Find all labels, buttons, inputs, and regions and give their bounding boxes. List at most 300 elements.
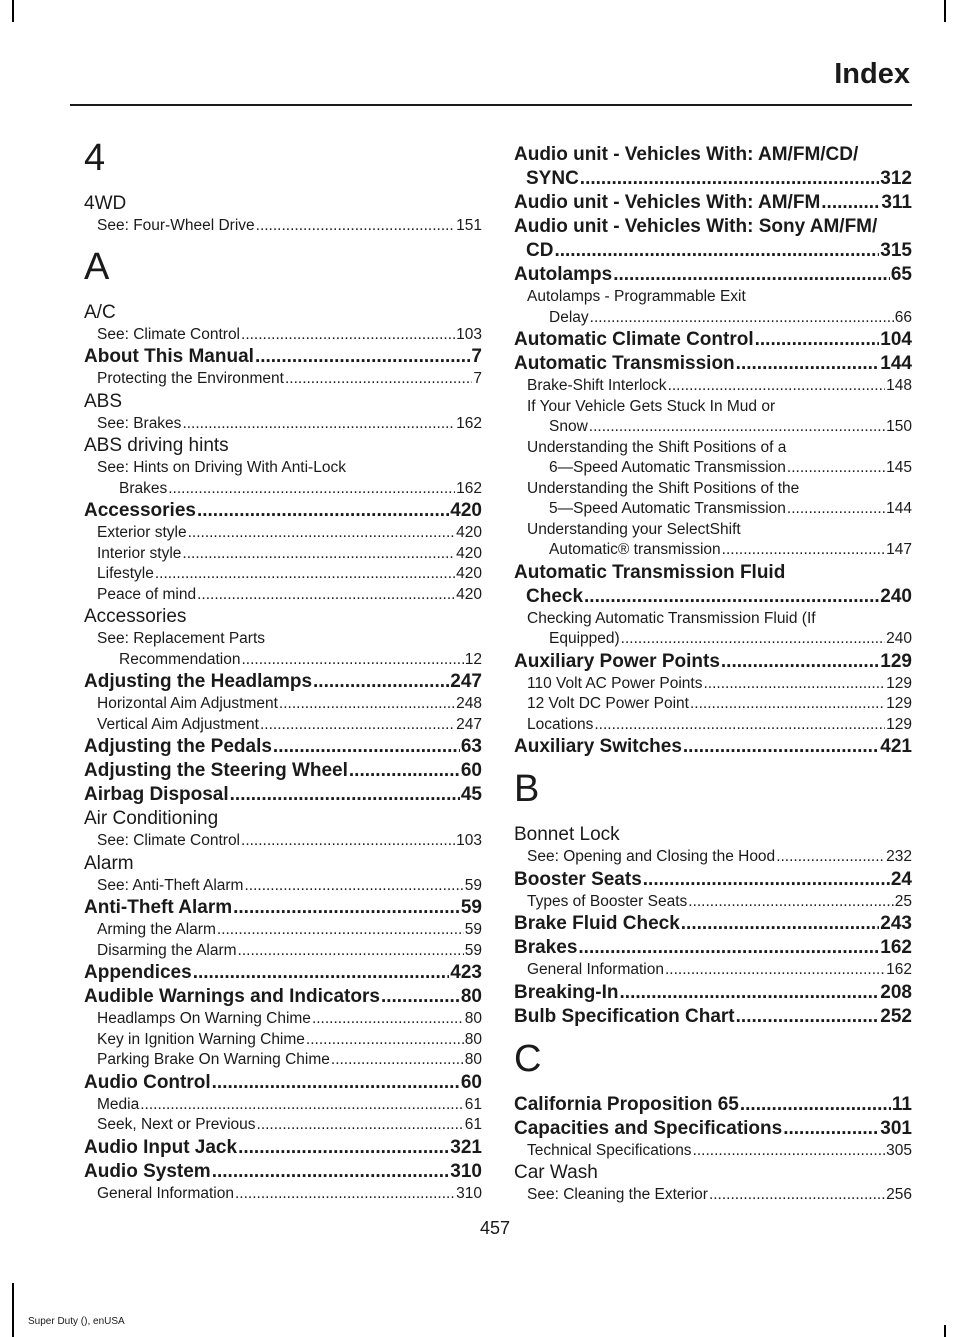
- crop-mark-bottom-right: [944, 1325, 946, 1337]
- index-entry: [514, 868, 912, 892]
- index-entry: [514, 823, 912, 847]
- index-subentry-text: Parking Brake On Warning Chime: [97, 1051, 330, 1068]
- index-subentry: [514, 438, 912, 479]
- index-entry: [84, 192, 482, 216]
- page-number: 457: [479, 1218, 511, 1238]
- index-subentry-row: [549, 458, 912, 479]
- index-entry-row: [84, 1160, 482, 1184]
- index-subentry: [514, 376, 912, 397]
- index-entry: [84, 735, 482, 759]
- index-subentry-row: [119, 479, 482, 500]
- dot-leader: [554, 239, 879, 263]
- index-subentry-line1: Autolamps - Programmable Exit: [527, 288, 746, 305]
- index-entry: [84, 301, 482, 325]
- index-entry-page: 59: [460, 897, 482, 918]
- index-entry: [514, 981, 912, 1005]
- index-entry-page: 45: [460, 784, 482, 805]
- index-subentry-text: 110 Volt AC Power Points: [527, 674, 703, 692]
- index-entry: [514, 650, 912, 674]
- index-entry: [84, 1136, 482, 1160]
- index-entry: [514, 191, 912, 215]
- index-subentry-continuation: [527, 629, 912, 650]
- index-subentry-page: 129: [886, 674, 912, 692]
- index-subentry-page: 7: [473, 370, 482, 387]
- dot-leader: [241, 831, 455, 852]
- index-entry-row: [84, 1136, 482, 1160]
- index-entry: [84, 852, 482, 876]
- index-subentry: [514, 609, 912, 650]
- index-subentry-page: 420: [456, 585, 482, 603]
- index-subentry-page: 162: [886, 961, 912, 978]
- index-entry-text: Check: [526, 585, 584, 607]
- index-entry-page: 311: [881, 192, 912, 213]
- index-entry-row: [84, 985, 482, 1009]
- index-entry: [84, 985, 482, 1009]
- dot-leader: [155, 564, 455, 585]
- index-entry-text: A/C: [84, 301, 116, 323]
- index-entry-text: Audio unit - Vehicles With: AM/FM: [514, 192, 821, 213]
- index-subentry: [514, 397, 912, 438]
- index-subentry: [84, 1030, 482, 1051]
- index-subentry-continuation: [527, 458, 912, 479]
- index-entry-continuation: [514, 585, 912, 609]
- index-subentry-continuation: [527, 540, 912, 561]
- dot-leader: [255, 345, 470, 369]
- index-subentry: [514, 1185, 912, 1206]
- index-entry-page: 420: [450, 500, 482, 521]
- index-subentry-page: 420: [456, 524, 482, 541]
- index-subentry-page: 59: [464, 876, 482, 894]
- index-subentry-line1: If Your Vehicle Gets Stuck In Mud or: [527, 397, 776, 415]
- index-subentry-text: Disarming the Alarm: [97, 941, 237, 959]
- index-subentry: [84, 369, 482, 390]
- index-subentry-text: Automatic® transmission: [549, 541, 721, 558]
- index-subentry: [514, 1141, 912, 1162]
- index-entry-text: 4WD: [84, 193, 127, 214]
- dot-leader: [787, 499, 885, 520]
- index-subentry-page: 248: [456, 695, 482, 712]
- index-subentry: [84, 876, 482, 897]
- index-subentry-row: [97, 1009, 482, 1030]
- index-entry: [514, 1093, 912, 1117]
- dot-leader: [241, 650, 463, 671]
- index-entry-page: 312: [880, 168, 912, 189]
- crop-mark-top-right: [944, 0, 946, 22]
- index-subentry-page: 162: [456, 479, 482, 497]
- dot-leader: [584, 585, 879, 609]
- index-subentry-text: Headlamps On Warning Chime: [97, 1010, 311, 1027]
- index-entry-line1: Audio unit - Vehicles With: Sony AM/FM/: [514, 216, 878, 237]
- index-subentry-page: 129: [886, 695, 912, 712]
- index-subentry-row: [527, 960, 912, 981]
- index-entry-row: [526, 239, 912, 263]
- index-subentry-text: Seek, Next or Previous: [97, 1116, 256, 1133]
- index-subentry-row: [527, 847, 912, 868]
- index-subentry-text: Lifestyle: [97, 565, 154, 582]
- dot-leader: [787, 458, 885, 479]
- dot-leader: [182, 544, 455, 565]
- index-entry-row: [514, 1117, 912, 1141]
- index-entry-text: Audio System: [84, 1160, 211, 1182]
- index-entry-text: SYNC: [526, 168, 579, 189]
- index-entry: [84, 390, 482, 414]
- index-entry: [514, 1161, 912, 1185]
- index-entry-line1: Audio unit - Vehicles With: AM/FM/CD/: [514, 144, 859, 165]
- index-subentry-row: [97, 325, 482, 346]
- index-subentry-page: 256: [886, 1186, 912, 1203]
- index-subentry-row: [97, 564, 482, 585]
- index-subentry: [84, 325, 482, 346]
- index-subentry: [84, 694, 482, 715]
- dot-leader: [589, 417, 885, 438]
- index-entry-text: Booster Seats: [514, 868, 642, 890]
- index-entry: [514, 328, 912, 352]
- dot-leader: [244, 876, 463, 897]
- index-subentry: [84, 831, 482, 852]
- index-entry: [84, 434, 482, 458]
- dot-leader: [306, 1030, 464, 1051]
- index-entry-text: Breaking-In: [514, 981, 619, 1003]
- index-entry-row: [514, 981, 912, 1005]
- dot-leader: [285, 369, 472, 390]
- index-entry-row: [514, 823, 912, 847]
- index-subentry-page: 12: [464, 650, 482, 668]
- index-entry-page: 60: [460, 760, 482, 781]
- index-subentry-text: See: Anti-Theft Alarm: [97, 876, 244, 894]
- dot-leader: [313, 670, 449, 694]
- index-subentry-page: 59: [464, 921, 482, 938]
- index-entry-page: 80: [460, 986, 482, 1007]
- index-entry-text: Brakes: [514, 937, 578, 958]
- dot-leader: [212, 1160, 450, 1184]
- index-subentry-row: [97, 216, 482, 237]
- index-entry-row: [84, 852, 482, 876]
- index-subentry-page: 247: [456, 715, 482, 733]
- dot-leader: [821, 191, 880, 215]
- index-entry: [84, 1160, 482, 1184]
- index-subentry-line1: Checking Automatic Transmission Fluid (If: [527, 609, 816, 627]
- index-entry: [514, 263, 912, 287]
- index-subentry-page: 103: [456, 325, 482, 343]
- index-entry-page: 129: [880, 650, 912, 672]
- index-subentry-page: 80: [464, 1051, 482, 1068]
- index-entry-row: [514, 1093, 912, 1117]
- index-entry: [84, 345, 482, 369]
- index-subentry-page: 232: [886, 848, 912, 865]
- index-subentry: [514, 520, 912, 561]
- section-letter: C: [514, 1037, 542, 1080]
- dot-leader: [260, 715, 455, 736]
- index-entry: [514, 912, 912, 936]
- index-entry-page: 104: [880, 329, 912, 350]
- index-subentry-line1: Understanding the Shift Positions of the: [527, 479, 800, 497]
- index-subentry-page: 144: [886, 500, 912, 517]
- index-entry-text: Adjusting the Steering Wheel: [84, 760, 348, 781]
- dot-leader: [783, 1117, 879, 1141]
- index-subentry-text: Brakes: [119, 479, 168, 497]
- index-subentry-row: [97, 694, 482, 715]
- index-subentry: [514, 694, 912, 715]
- index-entry-continuation: [514, 167, 912, 191]
- index-entry-page: 60: [460, 1071, 482, 1093]
- index-entry-row: [84, 783, 482, 807]
- index-entry-text: Auxiliary Switches: [514, 736, 682, 757]
- index-subentry: [514, 847, 912, 868]
- crop-mark-top-left: [12, 0, 14, 22]
- index-entry-text: Car Wash: [514, 1162, 598, 1183]
- dot-leader: [668, 376, 886, 397]
- index-entry-text: California Proposition 65: [514, 1093, 739, 1115]
- index-entry: [84, 807, 482, 831]
- index-subentry-row: [549, 308, 912, 329]
- index-subentry-row: [97, 1050, 482, 1071]
- dot-leader: [613, 263, 890, 287]
- dot-leader: [256, 216, 455, 237]
- index-subentry-page: 150: [886, 418, 912, 435]
- dot-leader: [690, 694, 885, 715]
- index-entry-row: [514, 868, 912, 892]
- index-subentry: [84, 920, 482, 941]
- index-entry: [84, 670, 482, 694]
- dot-leader: [241, 325, 455, 346]
- index-subentry: [514, 715, 912, 736]
- index-subentry: [84, 629, 482, 670]
- index-entry-row: [84, 670, 482, 694]
- index-subentry-text: Equipped): [549, 630, 620, 647]
- dot-leader: [621, 629, 885, 650]
- index-subentry-row: [527, 892, 912, 913]
- index-entry: [514, 1117, 912, 1141]
- dot-leader: [721, 650, 879, 674]
- index-subentry-text: Snow: [549, 418, 588, 435]
- index-subentry: [514, 479, 912, 520]
- index-entry: [84, 896, 482, 920]
- index-entry-text: Automatic Climate Control: [514, 329, 754, 350]
- index-subentry-page: 66: [894, 308, 912, 326]
- index-entry-page: 423: [450, 962, 482, 983]
- index-entry: [84, 759, 482, 783]
- index-subentry-text: Horizontal Aim Adjustment: [97, 695, 278, 712]
- index-subentry: [84, 414, 482, 435]
- dot-leader: [620, 981, 880, 1005]
- index-subentry: [514, 287, 912, 328]
- index-subentry-row: [549, 417, 912, 438]
- index-subentry: [514, 960, 912, 981]
- index-subentry-page: 162: [456, 414, 482, 432]
- index-subentry-text: Locations: [527, 715, 594, 733]
- index-entry-page: 310: [450, 1160, 482, 1182]
- page-title: Index: [834, 58, 910, 90]
- dot-leader: [273, 735, 460, 759]
- index-entry-row: [84, 434, 482, 458]
- index-subentry-text: Brake-Shift Interlock: [527, 377, 667, 394]
- index-subentry-row: [97, 831, 482, 852]
- index-subentry-line1: See: Replacement Parts: [97, 630, 266, 647]
- index-subentry-row: [527, 715, 912, 736]
- index-subentry-text: See: Opening and Closing the Hood: [527, 848, 776, 865]
- index-entry-page: 208: [880, 981, 912, 1003]
- index-subentry: [84, 216, 482, 237]
- index-subentry-row: [119, 650, 482, 671]
- index-entry-text: Automatic Transmission: [514, 353, 735, 374]
- index-entry-page: 162: [880, 937, 912, 958]
- index-entry-text: Air Conditioning: [84, 808, 219, 829]
- dot-leader: [193, 961, 450, 985]
- index-subentry-row: [527, 376, 912, 397]
- index-column-left: [84, 128, 482, 1204]
- index-entry-row: [84, 735, 482, 759]
- index-entry-row: [84, 1071, 482, 1095]
- index-entry-row: [84, 961, 482, 985]
- dot-leader: [238, 1136, 449, 1160]
- index-subentry-page: 420: [456, 544, 482, 562]
- index-entry: [514, 1005, 912, 1029]
- dot-leader: [736, 352, 880, 376]
- section-letter: 4: [84, 137, 106, 179]
- index-subentry-text: Exterior style: [97, 524, 187, 541]
- index-entry-text: ABS: [84, 390, 123, 412]
- index-entry-text: Anti-Theft Alarm: [84, 897, 233, 918]
- index-subentry-row: [97, 414, 482, 435]
- index-subentry-page: 80: [464, 1010, 482, 1027]
- index-entry-row: [84, 499, 482, 523]
- header-rule: [70, 104, 912, 106]
- index-subentry-text: General Information: [527, 961, 664, 978]
- index-subentry-row: [97, 876, 482, 897]
- index-subentry: [84, 458, 482, 499]
- index-entry-text: Capacities and Specifications: [514, 1117, 783, 1139]
- index-entry-text: Audible Warnings and Indicators: [84, 986, 380, 1007]
- index-subentry-line1: Understanding your SelectShift: [527, 520, 741, 538]
- dot-leader: [230, 783, 460, 807]
- index-entry-page: 301: [880, 1117, 912, 1139]
- dot-leader: [688, 892, 893, 913]
- index-subentry-text: Media: [97, 1095, 140, 1113]
- dot-leader: [235, 1184, 455, 1205]
- index-entry-text: CD: [526, 240, 554, 261]
- dot-leader: [312, 1009, 464, 1030]
- index-subentry: [514, 674, 912, 695]
- index-subentry-text: Protecting the Environment: [97, 370, 284, 387]
- index-entry: [84, 499, 482, 523]
- dot-leader: [233, 896, 460, 920]
- index-subentry-text: See: Cleaning the Exterior: [527, 1186, 708, 1203]
- index-subentry-row: [527, 1185, 912, 1206]
- section-letter: B: [514, 768, 540, 810]
- dot-leader: [168, 479, 455, 500]
- index-entry-text: Alarm: [84, 852, 134, 874]
- index-entry-row: [514, 263, 912, 287]
- index-entry-page: 315: [880, 240, 912, 261]
- index-subentry-text: See: Brakes: [97, 414, 182, 432]
- index-entry-text: Airbag Disposal: [84, 784, 229, 805]
- index-entry-row: [84, 345, 482, 369]
- index-subentry-page: 420: [456, 565, 482, 582]
- index-subentry-text: Types of Booster Seats: [527, 892, 688, 910]
- index-subentry-row: [97, 941, 482, 962]
- index-subentry-row: [97, 1030, 482, 1051]
- index-subentry-row: [549, 540, 912, 561]
- index-entry-text: Appendices: [84, 962, 192, 983]
- index-subentry-text: Recommendation: [119, 650, 241, 668]
- index-entry-page: 63: [460, 736, 482, 757]
- dot-leader: [740, 1093, 891, 1117]
- index-entry-row: [514, 1161, 912, 1185]
- index-entry-row: [514, 352, 912, 376]
- index-subentry-continuation: [97, 479, 482, 500]
- index-entry-row: [526, 585, 912, 609]
- index-entry: [84, 783, 482, 807]
- index-subentry-row: [97, 715, 482, 736]
- index-entry-page: 243: [880, 913, 912, 934]
- index-subentry-text: Delay: [549, 308, 589, 326]
- index-entry: [514, 352, 912, 376]
- index-entry-row: [526, 167, 912, 191]
- index-subentry-text: See: Climate Control: [97, 832, 241, 849]
- index-subentry-row: [97, 1095, 482, 1116]
- index-entry-row: [84, 390, 482, 414]
- index-entry: [514, 936, 912, 960]
- index-entry-row: [514, 912, 912, 936]
- index-subentry-row: [97, 544, 482, 565]
- index-subentry-page: 148: [886, 377, 912, 394]
- index-entry: [84, 961, 482, 985]
- dot-leader: [381, 985, 460, 1009]
- index-subentry-text: 6—Speed Automatic Transmission: [549, 459, 786, 476]
- dot-leader: [709, 1185, 885, 1206]
- index-entry-text: ABS driving hints: [84, 435, 229, 456]
- index-entry-page: 247: [450, 671, 482, 692]
- crop-mark-bottom-left: [12, 1283, 14, 1337]
- index-subentry-page: 59: [464, 941, 482, 959]
- dot-leader: [580, 167, 880, 191]
- dot-leader: [257, 1115, 464, 1136]
- dot-leader: [681, 912, 880, 936]
- index-subentry: [84, 1184, 482, 1205]
- index-entry-page: 240: [880, 585, 912, 607]
- index-subentry-page: 240: [886, 630, 912, 647]
- index-subentry-page: 25: [894, 892, 912, 910]
- index-entry-row: [84, 605, 482, 629]
- index-subentry-text: Peace of mind: [97, 585, 197, 603]
- index-subentry-line1: Understanding the Shift Positions of a: [527, 438, 787, 456]
- index-entry-text: Adjusting the Pedals: [84, 736, 272, 757]
- index-subentry-row: [527, 694, 912, 715]
- index-subentry-page: 151: [456, 217, 482, 234]
- index-subentry: [84, 715, 482, 736]
- index-subentry-row: [527, 1141, 912, 1162]
- index-entry-row: [514, 328, 912, 352]
- index-entry-page: 7: [471, 346, 482, 367]
- index-subentry-text: Technical Specifications: [527, 1141, 692, 1159]
- index-subentry: [84, 1050, 482, 1071]
- index-subentry-text: See: Climate Control: [97, 325, 241, 343]
- index-subentry: [514, 892, 912, 913]
- index-column-right: [514, 143, 912, 1206]
- index-entry-page: 11: [891, 1093, 912, 1115]
- index-subentry: [84, 1115, 482, 1136]
- index-subentry-text: 5—Speed Automatic Transmission: [549, 500, 786, 517]
- index-entry-page: 421: [880, 736, 912, 757]
- index-entry-text: Adjusting the Headlamps: [84, 671, 313, 692]
- index-subentry-page: 310: [456, 1184, 482, 1202]
- index-subentry-page: 145: [886, 459, 912, 476]
- index-entry-text: About This Manual: [84, 346, 254, 367]
- dot-leader: [665, 960, 885, 981]
- index-subentry: [84, 1095, 482, 1116]
- index-subentry: [84, 523, 482, 544]
- dot-leader: [776, 847, 885, 868]
